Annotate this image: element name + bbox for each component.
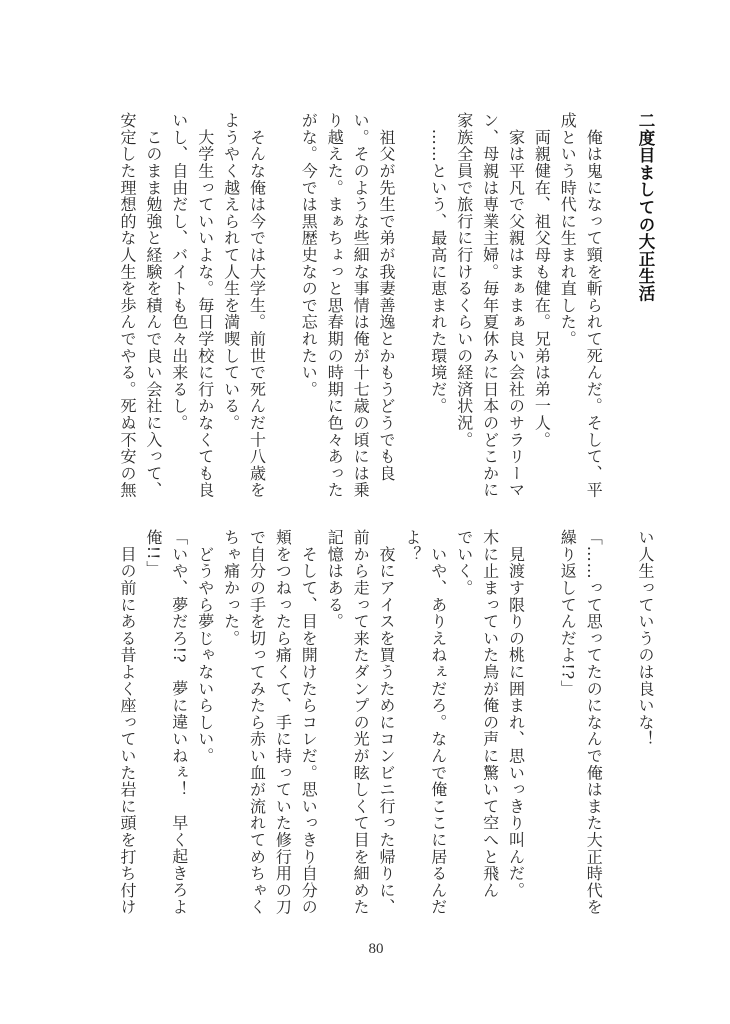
top-text-tier (0, 112, 730, 499)
text-column: よ？ (402, 529, 422, 563)
text-column: ちゃ痛かった。 (221, 529, 241, 647)
text-column: 「……って思ってたのになんで俺はまた大正時代を (584, 529, 604, 916)
text-column: いや、ありえねぇだろ。なんで俺ここに居るんだ (428, 529, 448, 916)
text-column: 祖父が先生で弟が我妻善逸とかもうどうでも良 (377, 112, 396, 482)
text-column: どうやら夢じゃないらしい。 (195, 529, 215, 765)
text-column: 見渡す限りの桃に囲まれ、思いっきり叫んだ。 (506, 529, 526, 899)
text-column: ン、母親は専業主婦。毎年夏休みに日本のどこかに (480, 112, 500, 499)
text-column: ……という、最高に恵まれた環境だ。 (428, 112, 448, 415)
text-column: 記憶はある。 (325, 529, 345, 630)
text-column: いし、自由だし、バイトも色々出来るし。 (169, 112, 189, 432)
blank-column (269, 112, 295, 492)
text-column: い人生っていうのは良いな！ (636, 529, 655, 748)
text-column: 「いや、夢だろ!? 夢に違いねぇ！ 早く起きろよ (169, 529, 189, 916)
text-column: り越えた。まぁちょっと思春期の時期に色々あった (325, 112, 345, 499)
text-column: 成という時代に生まれ直した。 (558, 112, 578, 348)
text-column: 安定した理想的な人生を歩んでやる。死ぬ不安の無 (118, 112, 137, 499)
text-column: 木に止まっていた鳥が俺の声に驚いて空へと飛ん (480, 529, 500, 899)
text-column: 家族全員で旅行に行けるくらいの経済状況。 (454, 112, 474, 448)
text-column: 前から走って来たダンプの光が眩しくて目を細めた (351, 529, 371, 916)
text-column: 大学生っていいよな。毎日学校に行かなくても良 (195, 112, 215, 499)
chapter-title: 二度目ましての大正生活 (636, 112, 655, 303)
text-column: がな。今では黒歴史なので忘れたい。 (299, 112, 319, 398)
text-column: 目の前にある昔よく座っていた岩に頭を打ち付け (118, 529, 137, 916)
text-column: そんな俺は今では大学生。前世で死んだ十八歳を (247, 112, 267, 499)
text-column: 両親健在、祖父母も健在。兄弟は弟一人。 (532, 112, 552, 448)
blank-column (606, 112, 632, 492)
text-column: 頬をつねったら痛くて、手に持っていた修行用の刀 (273, 529, 293, 916)
text-column: 俺!!」 (143, 529, 163, 578)
text-column: で自分の手を切ってみたら赤い血が流れてめちゃく (247, 529, 267, 916)
text-column: 夜にアイスを買うためにコンビニ行った帰りに、 (377, 529, 396, 916)
text-column: い。そのような些細な事情は俺が十七歳の頃には乗 (351, 112, 371, 499)
text-column: 俺は鬼になって頸を斬られて死んだ。そして、平 (584, 112, 604, 499)
blank-column (528, 529, 554, 909)
text-column: でいく。 (454, 529, 474, 597)
blank-column (606, 529, 632, 909)
page-number: 80 (368, 941, 384, 957)
text-column: 家は平凡で父親はまぁまぁ良い会社のサラリーマ (506, 112, 526, 499)
text-column: そして、目を開けたらコレだ。思いっきり自分の (299, 529, 319, 916)
blank-column (399, 112, 425, 492)
text-column: ようやく越えられて人生を満喫している。 (221, 112, 241, 432)
text-column: 繰り返してんだよ!?」 (558, 529, 578, 697)
bottom-text-tier (0, 529, 730, 916)
text-column: このまま勉強と経験を積んで良い会社に入って、 (143, 112, 163, 499)
